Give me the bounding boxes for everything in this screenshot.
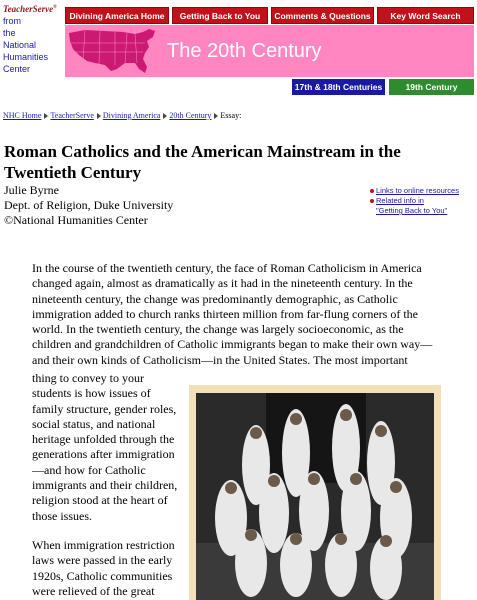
subnav-19th-century[interactable]: 19th Century bbox=[389, 79, 474, 95]
article-paragraph: In the course of the twentieth century, the face of Roman Catholicism in America changed again, almost as dramatically as it had in the nineteenth century. In the nineteenth century, the change was predominantly demographic, as Catholic immigration added to church ranks thirteen million from far-flung corners of the world. In the twentieth century, the change was largely socioeconomic, as the children and grandchildren of Catholic immigrants began to make their own way—and their own kinds of Catholicism—in the United States. The most important bbox=[32, 261, 433, 367]
author-name: Julie Byrne bbox=[4, 183, 59, 197]
link-related-info[interactable]: Related info in bbox=[376, 196, 424, 205]
author-affiliation: Dept. of Religion, Duke University bbox=[4, 198, 174, 212]
breadcrumb-arrow-icon bbox=[214, 113, 218, 119]
article-title: Roman Catholics and the American Mainstream in the Twentieth Century bbox=[4, 142, 401, 182]
breadcrumb-arrow-icon bbox=[97, 113, 101, 119]
article-paragraph: When immigration restriction laws were passed in the early 1920s, Catholic communities were relieved of the great bbox=[32, 538, 175, 598]
us-map-icon bbox=[65, 25, 161, 77]
breadcrumb-nhc-home[interactable]: NHC Home bbox=[3, 111, 42, 120]
breadcrumb-arrow-icon bbox=[44, 113, 48, 119]
bullet-icon bbox=[370, 199, 374, 203]
photo-frame bbox=[189, 385, 441, 600]
teacherserve-logo[interactable]: TeacherServe® from the National Humanities Center bbox=[3, 3, 61, 75]
breadcrumb-divining-america[interactable]: Divining America bbox=[102, 111, 161, 120]
nav-divining-america-home[interactable]: Divining America Home bbox=[65, 7, 169, 24]
nav-comments-questions[interactable]: Comments & Questions bbox=[271, 7, 374, 24]
logo-from-text: from the National Humanities Center bbox=[3, 16, 49, 74]
top-nav bbox=[65, 7, 474, 24]
logo-brand: TeacherServe bbox=[3, 4, 54, 14]
breadcrumb-teacherserve[interactable]: TeacherServe bbox=[50, 111, 94, 120]
nav-key-word-search[interactable]: Key Word Search bbox=[377, 7, 474, 24]
bullet-icon bbox=[370, 189, 374, 193]
first-communion-photo bbox=[196, 393, 434, 600]
link-getting-back-to-you[interactable]: "Getting Back to You" bbox=[376, 206, 448, 215]
nav-getting-back-to-you[interactable]: Getting Back to You bbox=[172, 7, 268, 24]
subnav-17th-18th-centuries[interactable]: 17th & 18th Centuries bbox=[292, 79, 385, 95]
breadcrumb-arrow-icon bbox=[163, 113, 167, 119]
article-paragraph: thing to convey to your students is how issues of family structure, gender roles, social status, and national heritage unfolded through the generations after immigration—and how for Catholic immigrants and their children, religion stood at the heart of those issues. bbox=[32, 371, 178, 523]
link-online-resources[interactable]: Links to online resources bbox=[376, 186, 459, 195]
breadcrumb-20th-century[interactable]: 20th Century bbox=[169, 111, 212, 120]
side-links bbox=[370, 186, 459, 216]
breadcrumb-current: Essay: bbox=[220, 111, 242, 120]
banner-title: The 20th Century bbox=[167, 40, 322, 62]
copyright-notice: ©National Humanities Center bbox=[4, 213, 148, 227]
section-banner bbox=[65, 25, 474, 77]
author-block bbox=[4, 183, 173, 228]
breadcrumb bbox=[3, 111, 241, 120]
